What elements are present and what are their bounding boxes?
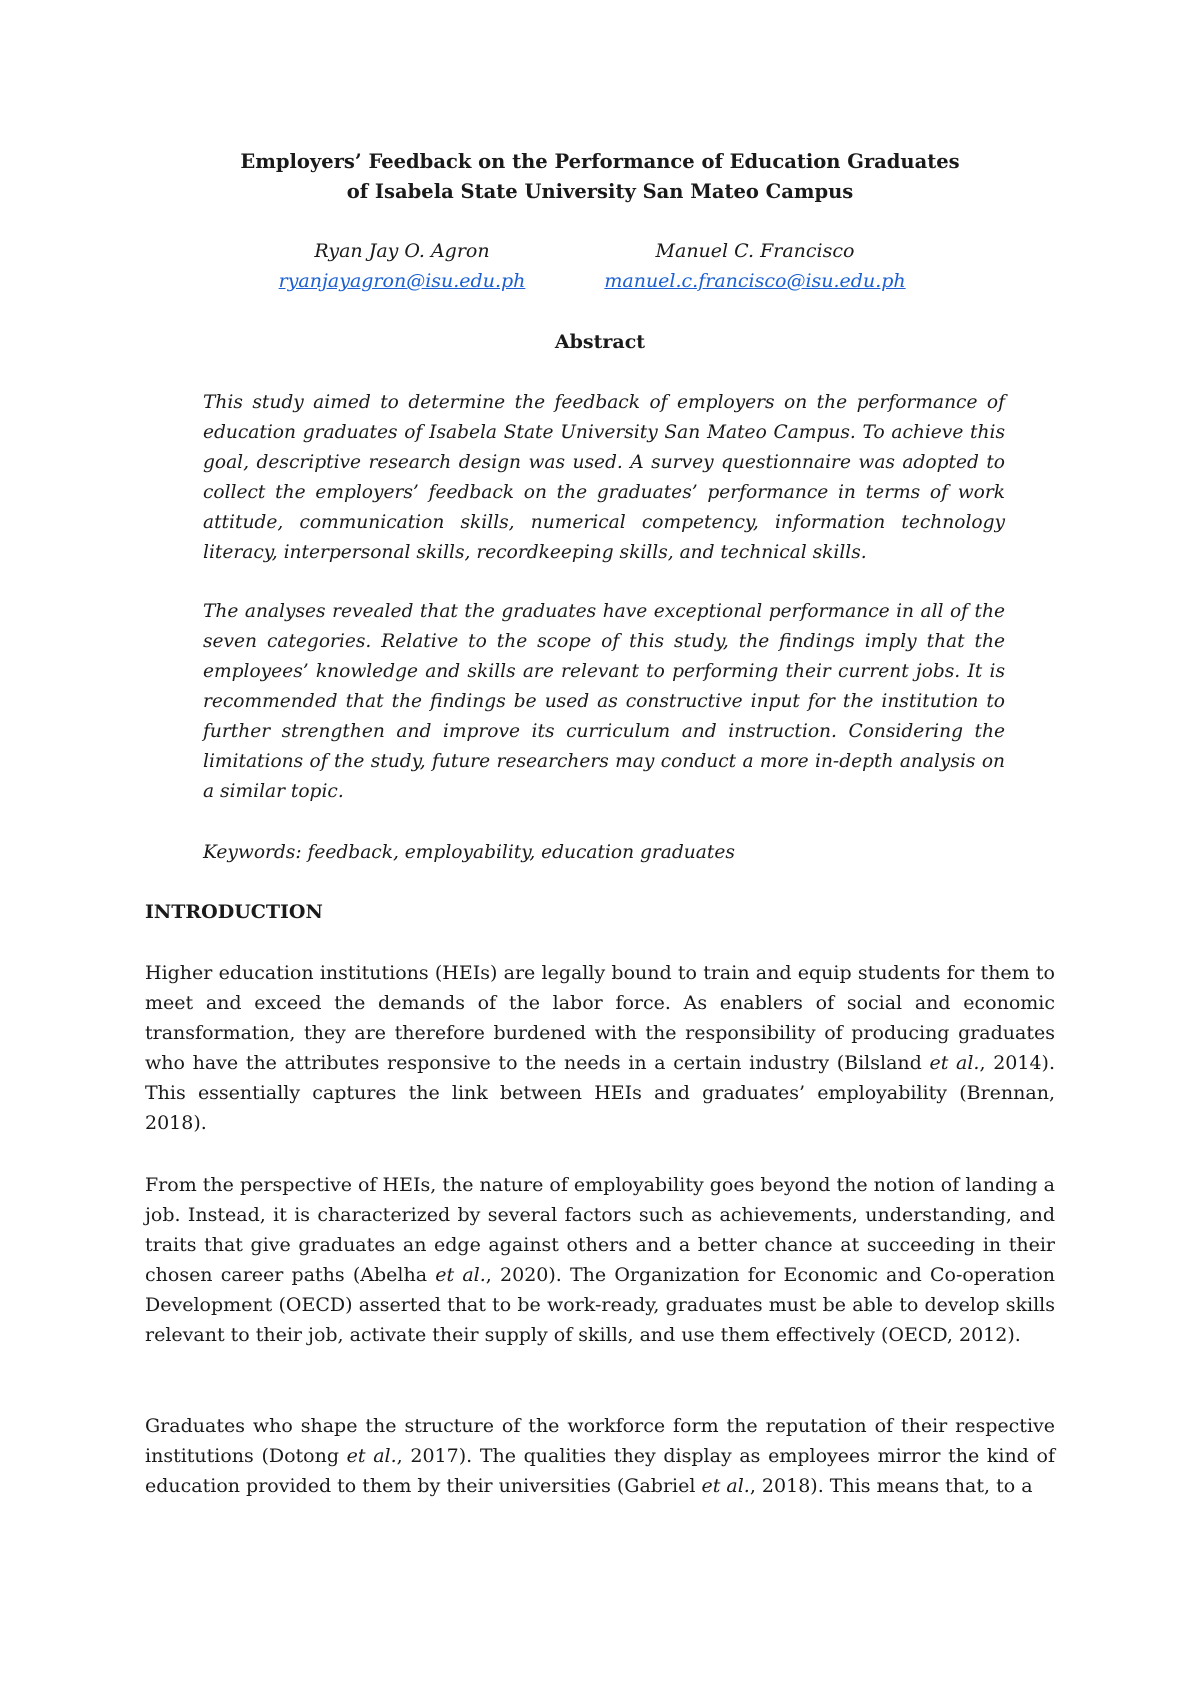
keywords: Keywords: feedback, employability, education graduates: [203, 842, 735, 863]
author-email-link[interactable]: manuel.c.francisco@isu.edu.ph: [604, 270, 906, 292]
title-line-2: of Isabela State University San Mateo Campus: [346, 180, 854, 203]
abstract-heading: Abstract: [554, 331, 646, 353]
body-paragraph: Graduates who shape the structure of the workforce form the reputation of their respective institutions (Dotong et al., 2017). The qualities they display as employees mirror the kind of education provided to them by their universities (Gabriel et al., 2018). This means that, to a: [145, 1415, 1055, 1497]
body-paragraph: From the perspective of HEIs, the nature of employability goes beyond the notion of landing a job. Instead, it is characterized by several factors such as achievements, understanding, and traits that give graduates an edge against others and a better chance at succeeding in their chosen career paths (Abelha et al., 2020). The Organization for Economic and Co-operation Development (OECD) asserted that to be work-ready, graduates must be able to develop skills relevant to their job, activate their supply of skills, and use them effectively (OECD, 2012).: [145, 1174, 1056, 1346]
abstract-paragraph-1: This study aimed to determine the feedback of employers on the performance of education graduates of Isabela State University San Mateo Campus. To achieve this goal, descriptive research design was used. A survey questionnaire was adopted to collect the employers’ feedback on the graduates’ performance in terms of work attitude, communication skills, numerical competency, information technology literacy, interpersonal skills, recordkeeping skills, and technical skills.: [203, 392, 1005, 563]
author-email-link[interactable]: ryanjayagron@isu.edu.ph: [278, 270, 526, 292]
author-name: Manuel C. Francisco: [655, 240, 855, 262]
body-paragraph: Higher education institutions (HEIs) are legally bound to train and equip students for them to meet and exceed the demands of the labor force. As enablers of social and economic transformation, they are therefore burdened with the responsibility of producing graduates who have the attributes responsive to the needs in a certain industry (Bilsland et al., 2014). This essentially captures the link between HEIs and graduates’ employability (Brennan, 2018).: [145, 962, 1055, 1134]
author-name: Ryan Jay O. Agron: [314, 240, 490, 262]
abstract-paragraph-2: The analyses revealed that the graduates have exceptional performance in all of the seven categories. Relative to the scope of this study, the findings imply that the employees’ knowledge and skills are relevant to performing their current jobs. It is recommended that the findings be used as constructive input for the institution to further strengthen and improve its curriculum and instruction. Considering the limitations of the study, future researchers may conduct a more in-depth analysis on a similar topic.: [203, 601, 1005, 802]
paper-title: [0, 147, 1200, 207]
author-block-2: [555, 236, 955, 296]
title-line-1: Employers’ Feedback on the Performance of Education Graduates: [240, 150, 960, 173]
author-block-1: [202, 236, 602, 296]
section-heading-introduction: INTRODUCTION: [145, 901, 323, 923]
